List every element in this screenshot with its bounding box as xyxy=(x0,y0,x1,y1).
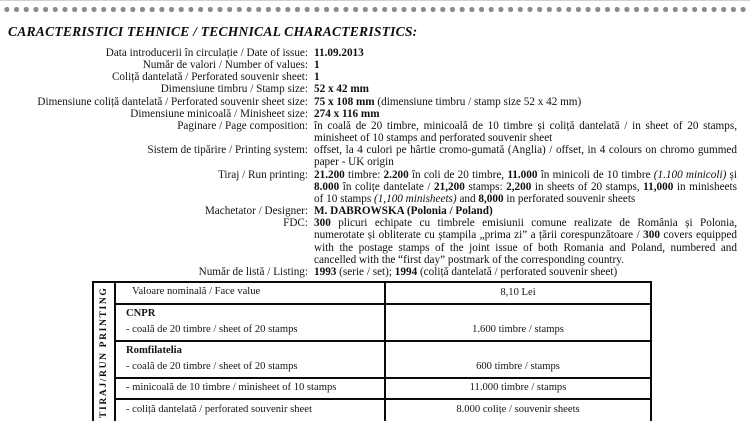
spec-row xyxy=(0,47,750,59)
spec-row xyxy=(0,169,750,205)
text-run: in perforated souvenir sheets xyxy=(503,192,636,205)
table-row-value xyxy=(386,400,650,421)
table-value-text: 11.000 timbre / stamps xyxy=(469,382,567,394)
spec-label: Sistem de tipărire / Printing system: xyxy=(147,144,308,157)
text-run: 21.200 xyxy=(314,168,345,181)
text-run: 21,200 xyxy=(434,180,465,193)
text-run: 274 x 116 mm xyxy=(314,107,380,120)
text-run: în minicoli de 10 timbre xyxy=(537,168,654,181)
table-value-text: 8,10 Lei xyxy=(500,286,536,298)
spec-value xyxy=(314,108,750,120)
page-title: CARACTERISTICI TEHNICE / TECHNICAL CHARACTERISTICS: xyxy=(8,24,418,39)
text-run: 8,000 xyxy=(478,192,504,205)
table-row xyxy=(116,283,650,303)
table-vertical-header-cell xyxy=(94,283,116,421)
table-row-label xyxy=(116,305,386,340)
spec-value xyxy=(314,96,750,108)
text-run: (coliță dantelată / perforated souvenir sheet) xyxy=(417,265,618,278)
spec-row xyxy=(0,205,750,217)
text-run: 2.200 xyxy=(383,168,409,181)
text-run: (1.100 minicoli) xyxy=(653,168,727,181)
table-label-line: CNPR xyxy=(126,307,156,319)
run-printing-table xyxy=(92,281,652,421)
table-label-line: - minicoală de 10 timbre / minisheet of 10 stamps xyxy=(126,381,337,393)
spec-value xyxy=(314,266,750,278)
table-row-value xyxy=(386,379,650,398)
table-row xyxy=(116,377,650,398)
spec-label: Coliță dantelată / Perforated souvenir sheet: xyxy=(111,71,308,84)
table-row xyxy=(116,398,650,421)
spec-row xyxy=(0,266,750,278)
spec-value xyxy=(314,120,750,144)
text-run: 300 xyxy=(643,229,660,242)
table-vertical-header: TIRAJ/RUN PRINTING xyxy=(98,286,109,418)
technical-spec-list xyxy=(0,47,750,278)
text-run: (1,100 minisheets) xyxy=(373,192,457,205)
text-run: 52 x 42 mm xyxy=(314,83,369,96)
spec-value xyxy=(314,47,750,59)
text-run: 11.000 xyxy=(507,168,538,181)
text-run: plicuri echipate cu timbrele emisiunii comune realizate de România și Polonia, numerotate și obliterate cu ștampila „prima zi” a țării corespunzătoare / xyxy=(314,217,737,242)
spec-row xyxy=(0,108,750,120)
table-row-value xyxy=(386,305,650,340)
text-run: (serie / set); xyxy=(336,265,395,278)
text-run: in minisheets of 10 stamps xyxy=(314,180,737,205)
spec-label: Machetator / Designer: xyxy=(204,205,308,218)
table-label-line: Romfilatelia xyxy=(126,344,182,356)
table-row-value xyxy=(386,283,650,303)
spec-value xyxy=(314,83,750,95)
spec-row xyxy=(0,96,750,108)
spec-row xyxy=(0,71,750,83)
text-run: 1994 xyxy=(394,265,418,278)
table-row-value xyxy=(386,342,650,377)
text-run: timbre: xyxy=(344,168,384,181)
spec-label: Număr de valori / Number of values: xyxy=(142,59,308,72)
text-run: 1993 xyxy=(314,265,337,278)
text-run: 75 x 108 mm xyxy=(314,95,375,108)
table-label-line: Valoare nominală / Face value xyxy=(132,286,261,298)
table-value-text: 1.600 timbre / stamps xyxy=(472,323,564,335)
text-run: 1 xyxy=(314,59,320,72)
spec-row xyxy=(0,83,750,95)
table-value-text: 8.000 colițe / souvenir sheets xyxy=(456,404,580,416)
table-row-label xyxy=(116,400,386,421)
table-label-line: - coală de 20 timbre / sheet of 20 stamps xyxy=(126,360,298,372)
text-run: in sheets of 20 stamps, xyxy=(531,180,644,193)
spec-label: Paginare / Page composition: xyxy=(177,119,308,132)
spec-label: FDC: xyxy=(283,217,308,230)
spec-value xyxy=(314,205,750,217)
text-run: covers equipped with the postage stamps of the joint issue of both Romania and Poland, numbered and cancelled with the “first day” postmark of the corresponding country. xyxy=(314,229,737,266)
text-run: 11,000 xyxy=(643,180,674,193)
text-run: offset, la 4 culori pe hârtie cromo-gumată (Anglia) / offset, in 4 colours on chromo gummed paper - UK origin xyxy=(314,144,737,169)
dotted-separator xyxy=(0,6,750,13)
table-row-label xyxy=(116,283,386,303)
text-run: în coli de 20 timbre, xyxy=(408,168,508,181)
spec-row xyxy=(0,217,750,266)
text-run: 300 xyxy=(314,217,331,230)
spec-row xyxy=(0,59,750,71)
text-run: and xyxy=(456,192,479,205)
spec-value xyxy=(314,169,750,205)
spec-label: Număr de listă / Listing: xyxy=(198,265,308,278)
text-run: stamps: xyxy=(464,180,507,193)
spec-value xyxy=(314,59,750,71)
text-run: în colițe dantelate / xyxy=(339,180,435,193)
table-row-label xyxy=(116,379,386,398)
text-run: și xyxy=(726,168,738,181)
spec-row xyxy=(0,144,750,168)
spec-label: Dimensiune minicoală / Minisheet size: xyxy=(130,107,308,120)
spec-label: Dimensiune coliță dantelată / Perforated souvenir sheet size: xyxy=(37,95,308,108)
spec-label: Dimensiune timbru / Stamp size: xyxy=(160,83,308,96)
spec-value xyxy=(314,217,750,266)
table-row xyxy=(116,340,650,377)
page-top-edge-line xyxy=(0,0,750,1)
table-row xyxy=(116,303,650,340)
text-run: 11.09.2013 xyxy=(314,47,364,59)
table-row-label xyxy=(116,342,386,377)
spec-value xyxy=(314,144,750,168)
text-run: 1 xyxy=(314,71,320,84)
spec-label: Tiraj / Run printing: xyxy=(217,168,308,181)
text-run: M. DABROWSKA (Polonia / Poland) xyxy=(314,205,493,218)
text-run: în coală de 20 timbre, minicoală de 10 timbre și coliță dantelată / in sheet of 20 stamps, minisheet of 10 stamps and perforated souvenir sheet xyxy=(314,119,737,145)
spec-value xyxy=(314,71,750,83)
spec-label: Data introducerii în circulație / Date of issue: xyxy=(105,47,308,59)
spec-row xyxy=(0,120,750,144)
table-label-line: - coală de 20 timbre / sheet of 20 stamps xyxy=(126,323,298,335)
table-label-line: - coliță dantelată / perforated souvenir sheet xyxy=(126,403,312,415)
table-value-text: 600 timbre / stamps xyxy=(476,360,560,372)
text-run: 8.000 xyxy=(314,180,340,193)
text-run: 2,200 xyxy=(506,180,532,193)
text-run: (dimensiune timbru / stamp size 52 x 42 mm) xyxy=(374,95,582,108)
table-body xyxy=(116,283,650,421)
